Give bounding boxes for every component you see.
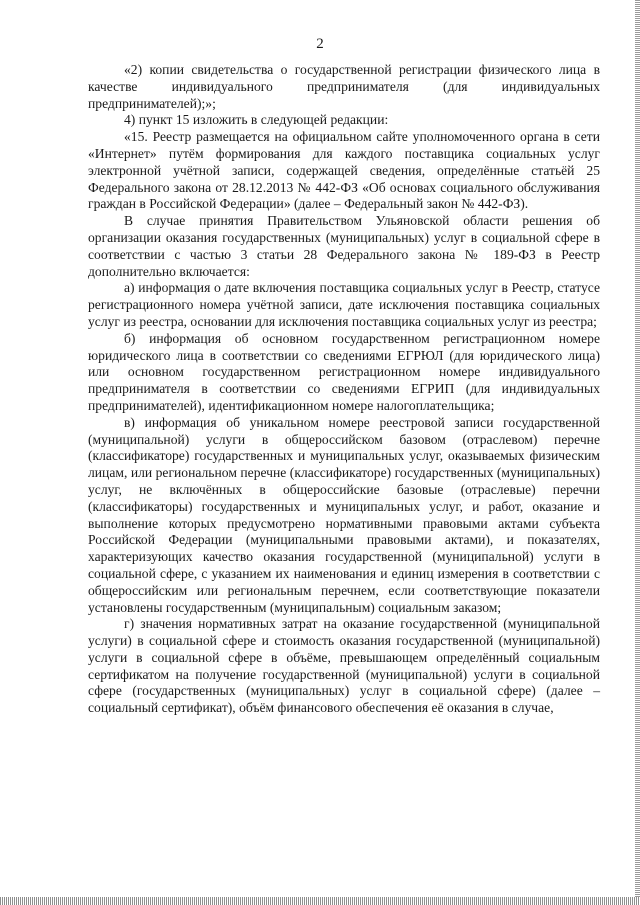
scan-edge-bottom — [0, 897, 640, 905]
paragraph-subitem-g: г) значения нормативных затрат на оказание государственной (муниципальной услуги) в социальной сфере и стоимость оказания государственной (муниципальной) услуги в социальной сфере в объёме, превышающем определённый социальным сертификатом на получение государственной (муниципальной) услуги в социальной сфере (государственных (муниципальных) услуг в социальной сфере) (далее – социальный сертификат), объём финансового обеспечения её оказания в случае, — [88, 616, 600, 716]
page-number: 2 — [316, 36, 324, 52]
paragraph-subitem-v: в) информация об уникальном номере реестровой записи государственной (муниципальной) услуги в общероссийском базовом (отраслевом) перечне (классификаторе) государственных и муниципальных услуг, оказываемых физическим лицам, или региональном перечне (классификаторе) государственных (муниципальных) услуг, не включённых в общероссийские базовые (отраслевые) перечни (классификаторы) государственных и муниципальных услуг, и работ, оказание и выполнение которых предусмотрено нормативными правовыми актами субъекта Российской Федерации (муниципальными правовыми актами), и показателях, характеризующих качество оказания государственной (муниципальной) услуги в социальной сфере, с указанием их наименования и единиц измерения в соответствии с общероссийским или региональным перечнем, если соответствующие показатели установлены государственным (муниципальным) социальным заказом; — [88, 414, 600, 615]
document-body — [88, 62, 600, 717]
paragraph-point-15: «15. Реестр размещается на официальном сайте уполномоченного органа в сети «Интернет» путём формирования для каждого поставщика социальных услуг электронной учётной записи, содержащей сведения, определённые статьёй 25 Федерального закона от 28.12.2013 № 442-ФЗ «Об основах социального обслуживания граждан в Российской Федерации» (далее – Федеральный закон № 442-ФЗ). — [88, 129, 600, 212]
paragraph-subitem-a: а) информация о дате включения поставщика социальных услуг в Реестр, статусе регистрационного номера учётной записи, дате исключения поставщика социальных услуг из реестра, основании для исключения поставщика социальных услуг из реестра; — [88, 280, 600, 329]
paragraph-government-decision: В случае принятия Правительством Ульяновской области решения об организации оказания государственных (муниципальных) услуг в социальной сфере в соответствии с частью 3 статьи 28 Федерального закона № 189-ФЗ в Реестр дополнительно включается: — [88, 213, 600, 279]
paragraph-item-2-copies: «2) копии свидетельства о государственной регистрации физического лица в качестве индивидуального предпринимателя (для индивидуальных предпринимателей);»; — [88, 62, 600, 111]
scan-edge-right — [635, 0, 640, 905]
paragraph-point-4: 4) пункт 15 изложить в следующей редакции: — [124, 112, 389, 128]
paragraph-subitem-b: б) информация об основном государственном регистрационном номере юридического лица в соответствии со сведениями ЕГРЮЛ (для юридического лица) или основном государственном регистрационном номере индивидуального предпринимателя в соответствии со сведениями ЕГРИП (для индивидуальных предпринимателей), идентификационном номере налогоплательщика; — [88, 330, 600, 413]
